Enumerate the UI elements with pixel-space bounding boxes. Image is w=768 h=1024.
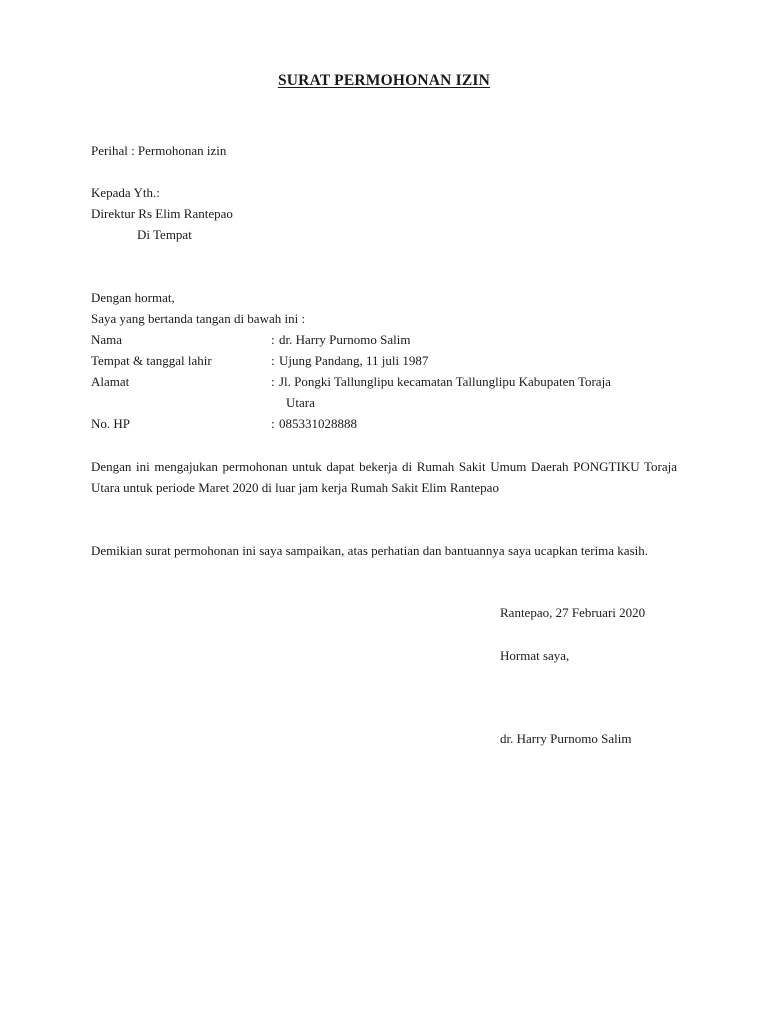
signatory-name: dr. Harry Purnomo Salim [500,731,632,746]
greeting: Dengan hormat, [91,290,175,305]
field-label: No. HP [91,416,131,431]
field-colon: : [271,374,275,389]
body-paragraph: Dengan ini mengajukan permohonan untuk dapat bekerja di Rumah Sakit Umum Daerah PONGTIKU Toraja Utara untuk periode Maret 2020 di luar jam kerja Rumah Sakit Elim Rantepao [91,459,677,495]
field-value: dr. Harry Purnomo Salim [279,332,411,347]
subject-line: Perihal : Permohonan izin [91,143,227,158]
addressee-recipient: Direktur Rs Elim Rantepao [91,206,233,221]
addressee-place: Di Tempat [137,227,192,242]
field-colon: : [271,353,275,368]
sign-off: Hormat saya, [500,648,570,663]
address-continuation: Utara [286,395,315,410]
letter-title: SURAT PERMOHONAN IZIN [277,72,491,89]
field-label: Tempat & tanggal lahir [91,353,212,368]
field-colon: : [271,332,275,347]
field-value: Ujung Pandang, 11 juli 1987 [279,353,429,368]
field-value: Jl. Pongki Tallunglipu kecamatan Tallunglipu Kabupaten Toraja [279,374,611,389]
field-colon: : [271,416,275,431]
addressee-salutation: Kepada Yth.: [91,185,160,200]
field-value: 085331028888 [279,416,357,431]
place-date: Rantepao, 27 Februari 2020 [500,605,646,620]
field-label: Nama [91,332,123,347]
closing-paragraph: Demikian surat permohonan ini saya sampaikan, atas perhatian dan bantuannya saya ucapkan terima kasih. [91,543,649,558]
intro-line: Saya yang bertanda tangan di bawah ini : [91,311,306,326]
field-label: Alamat [91,374,130,389]
